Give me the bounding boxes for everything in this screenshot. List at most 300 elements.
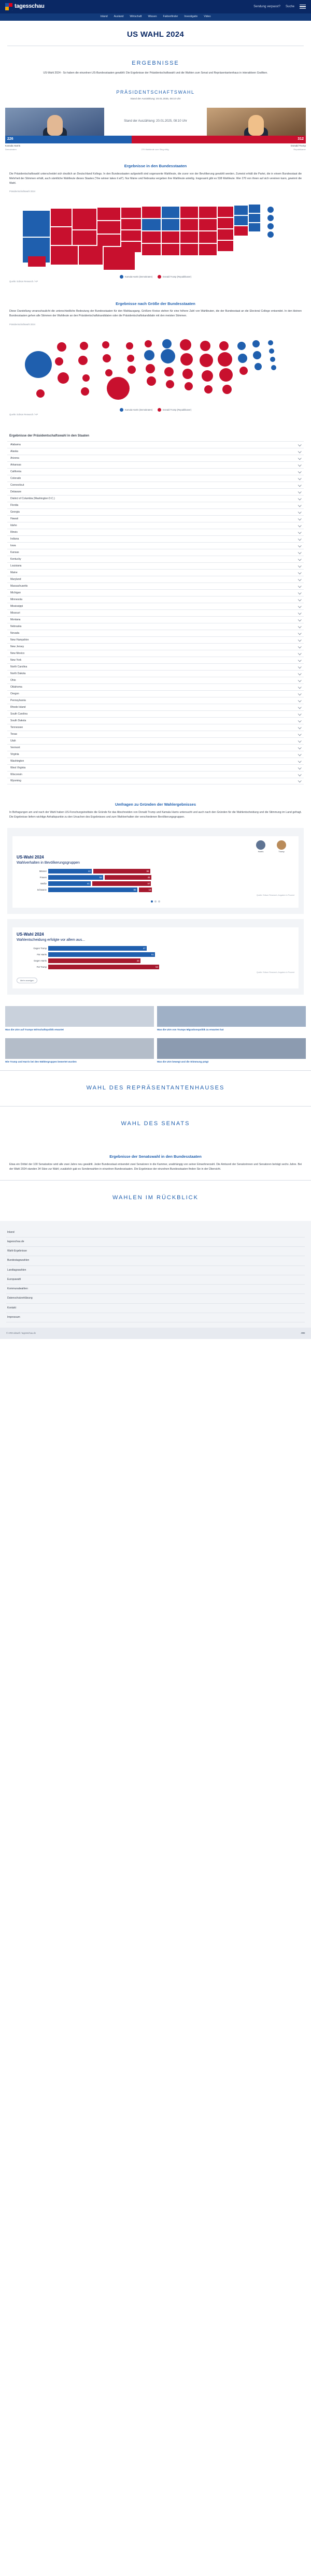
state-row[interactable] bbox=[7, 508, 304, 515]
chevron-down-icon bbox=[298, 490, 302, 493]
legend-blue-swatch-icon bbox=[120, 275, 123, 279]
chart-bar bbox=[48, 952, 155, 957]
state-label: Massachusetts bbox=[10, 584, 28, 588]
state-label: Nebraska bbox=[10, 624, 22, 628]
teaser-3-text[interactable]: Wie Trump und Harris bei den Wählergruppen bewertet wurden bbox=[5, 1060, 77, 1064]
state-row[interactable] bbox=[7, 515, 304, 522]
chevron-down-icon bbox=[298, 685, 302, 689]
chart-bar-track bbox=[48, 958, 294, 963]
state-row[interactable] bbox=[7, 475, 304, 482]
chart-bar-value: 41 bbox=[87, 882, 90, 885]
chevron-down-icon bbox=[298, 651, 302, 655]
chart-bar-label: Gegen Trump bbox=[33, 947, 47, 950]
chevron-down-icon bbox=[298, 530, 302, 534]
state-label: Hawaii bbox=[10, 517, 19, 520]
results-heading: ERGEBNISSE bbox=[132, 60, 179, 66]
chevron-down-icon bbox=[298, 523, 302, 527]
state-row[interactable] bbox=[7, 596, 304, 603]
state-label: Texas bbox=[10, 732, 18, 736]
bubble-legend-harris-label: Kamala Harris (Demokraten) bbox=[124, 408, 153, 411]
nav-item-wissen[interactable]: Wissen bbox=[148, 15, 157, 19]
menu-icon[interactable] bbox=[300, 5, 306, 9]
presidential-meta: Stand der Auszählung: 20.01.2025, 08:10 Uhr bbox=[130, 97, 181, 100]
chart-bar-row bbox=[17, 881, 294, 886]
nav-item-ausland[interactable]: Ausland bbox=[114, 15, 124, 19]
state-label: Arkansas bbox=[10, 463, 21, 467]
missed-broadcast-link[interactable]: Sendung verpasst? bbox=[253, 5, 280, 8]
state-label: South Dakota bbox=[10, 719, 26, 722]
legend-harris-label: Kamala Harris (Demokraten) bbox=[124, 275, 153, 278]
chevron-down-icon bbox=[298, 705, 302, 709]
state-row[interactable] bbox=[7, 589, 304, 596]
state-row[interactable] bbox=[7, 562, 304, 569]
chevron-down-icon bbox=[298, 456, 302, 460]
state-row[interactable] bbox=[7, 455, 304, 461]
state-row[interactable] bbox=[7, 663, 304, 670]
state-label: Montana bbox=[10, 618, 21, 621]
nav-item-video[interactable]: Video bbox=[204, 15, 211, 19]
states-accordion-section bbox=[0, 421, 311, 790]
chart-bar-track bbox=[48, 965, 294, 969]
chevron-down-icon bbox=[298, 739, 302, 743]
chart-bar-label: Für Trump bbox=[36, 965, 47, 968]
chevron-down-icon bbox=[298, 497, 302, 500]
state-label: Vermont bbox=[10, 746, 20, 749]
state-row[interactable] bbox=[7, 461, 304, 468]
state-row[interactable] bbox=[7, 683, 304, 690]
teaser-2[interactable] bbox=[157, 1006, 306, 1032]
chart-bar-label: Frauen bbox=[39, 876, 47, 879]
state-map-body: Die Präsidentschaftswahl unterscheidet sich deutlich an Deutschland Kollegs. In den Bundesstaaten aufgestellt sind sogenannte Wahlleute, die zuvor von der Bevölkerung gewählt werden. Zumeist erhält die Partei, die in einem Bundesstaat die Mehrheit der Stimmen erhält, auch sämtliche Wahlleute dieses Staates ("the winner takes it all"). Nur Maine und Nebraska vergeben ihre Wahlleute anteilig. Insgesamt gibt es 538 Wahlleute. Wer 270 von ihnen auf sich vereinen kann, gewinnt die Wahl. bbox=[9, 172, 302, 185]
us-bubble-svg[interactable] bbox=[7, 328, 298, 406]
state-label: Alabama bbox=[10, 443, 21, 446]
state-row[interactable] bbox=[7, 616, 304, 623]
footer-link[interactable]: Kommunalwahlen bbox=[6, 1285, 305, 1294]
retro-heading: WAHLEN IM RÜCKBLICK bbox=[112, 1194, 199, 1201]
state-row[interactable] bbox=[7, 657, 304, 663]
pagination-dot-2[interactable] bbox=[154, 900, 157, 903]
state-label: Idaho bbox=[10, 523, 17, 527]
state-label: North Dakota bbox=[10, 672, 26, 675]
chevron-down-icon bbox=[298, 443, 302, 446]
state-label: Missouri bbox=[10, 611, 20, 615]
trump-photo bbox=[207, 108, 306, 136]
legend-trump-label: Donald Trump (Republikaner) bbox=[163, 275, 192, 278]
chevron-down-icon bbox=[298, 611, 302, 615]
chart-bar bbox=[48, 958, 140, 963]
chart-bar-track bbox=[48, 946, 294, 951]
nav-item-investigativ[interactable]: Investigativ bbox=[184, 15, 198, 19]
chart-bar-value: 51 bbox=[151, 953, 154, 956]
legend-harris bbox=[120, 275, 152, 279]
chart-bar-value: 86 bbox=[133, 888, 136, 891]
state-row[interactable] bbox=[7, 751, 304, 758]
harris-name: Kamala Harris bbox=[5, 144, 21, 147]
chevron-down-icon bbox=[298, 591, 302, 594]
survey1-bars bbox=[17, 869, 294, 892]
teaser-row-2 bbox=[0, 1038, 311, 1070]
footer-link[interactable]: tagesschau.de bbox=[6, 1238, 305, 1247]
candidate-harris bbox=[5, 108, 104, 136]
footer-link[interactable]: Inland bbox=[6, 1228, 305, 1238]
chart-bar-row bbox=[17, 875, 294, 880]
state-label: North Carolina bbox=[10, 665, 27, 668]
state-row[interactable] bbox=[7, 623, 304, 630]
chart-bar-row bbox=[17, 946, 294, 951]
teaser-1-text[interactable]: Was die USA auf Trumps Wirtschaftspolitik erwartet bbox=[5, 1028, 64, 1031]
chevron-down-icon bbox=[298, 638, 302, 642]
state-row[interactable] bbox=[7, 710, 304, 717]
state-label: Kentucky bbox=[10, 557, 21, 561]
state-label: Nevada bbox=[10, 631, 20, 635]
bubble-legend-harris bbox=[120, 408, 152, 412]
state-label: Louisiana bbox=[10, 564, 22, 567]
chevron-down-icon bbox=[298, 544, 302, 547]
chevron-down-icon bbox=[298, 732, 302, 736]
legend-red-swatch-icon bbox=[158, 408, 161, 412]
state-row[interactable] bbox=[7, 697, 304, 704]
state-row[interactable] bbox=[7, 529, 304, 535]
state-row[interactable] bbox=[7, 778, 304, 784]
survey1-title: US-Wahl 2024 bbox=[17, 854, 44, 860]
results-section bbox=[0, 46, 311, 84]
candidate-trump bbox=[207, 108, 306, 136]
survey-card-1 bbox=[7, 828, 304, 914]
search-icon[interactable]: Suche bbox=[285, 5, 294, 8]
us-map-svg[interactable] bbox=[7, 195, 298, 273]
nav-item-faktenfinder[interactable]: Faktenfinder bbox=[163, 15, 178, 19]
state-row[interactable] bbox=[7, 771, 304, 778]
state-row[interactable] bbox=[7, 643, 304, 650]
footer-link[interactable]: Landtagswahlen bbox=[6, 1266, 305, 1275]
legend-trump bbox=[158, 275, 191, 279]
state-row[interactable] bbox=[7, 670, 304, 677]
state-label: South Carolina bbox=[10, 712, 28, 716]
trump-avatar bbox=[277, 840, 286, 850]
us-choropleth-map[interactable] bbox=[7, 195, 304, 273]
footer-bottom bbox=[0, 1328, 311, 1339]
brand-logo[interactable] bbox=[5, 3, 45, 11]
trump-party: Republikaner bbox=[293, 148, 306, 151]
bubble-legend-trump bbox=[158, 408, 191, 412]
state-label: Washington bbox=[10, 759, 24, 763]
state-label: West Virginia bbox=[10, 766, 26, 769]
chevron-down-icon bbox=[298, 584, 302, 588]
chevron-down-icon bbox=[298, 658, 302, 662]
footer-link[interactable]: Europawahl bbox=[6, 1275, 305, 1285]
state-label: New Mexico bbox=[10, 651, 25, 655]
footer bbox=[0, 1221, 311, 1328]
state-row[interactable] bbox=[7, 717, 304, 724]
teaser-4-image bbox=[157, 1038, 306, 1059]
chevron-down-icon bbox=[298, 631, 302, 635]
chart-bar bbox=[48, 946, 147, 951]
chart-bar-row bbox=[17, 965, 294, 969]
state-row[interactable] bbox=[7, 488, 304, 495]
states-list bbox=[7, 441, 304, 784]
copyright-text: © ARD-aktuell / tagesschau.de bbox=[6, 1332, 36, 1334]
teaser-1-image bbox=[5, 1006, 154, 1027]
senate-states-title: Ergebnisse der Senatswahl in den Bundesstaaten bbox=[109, 1154, 202, 1159]
survey2-bars bbox=[17, 946, 294, 969]
state-row[interactable] bbox=[7, 535, 304, 542]
chart-bar-label: Für Harris bbox=[37, 953, 47, 956]
chevron-down-icon bbox=[298, 510, 302, 514]
footer-links bbox=[6, 1228, 305, 1323]
bubble-map-section bbox=[0, 289, 311, 422]
state-label: Georgia bbox=[10, 510, 20, 514]
state-row[interactable] bbox=[7, 704, 304, 710]
map-legend bbox=[7, 273, 304, 279]
state-label: Virginia bbox=[10, 752, 19, 756]
surveys-heading: Umfragen zu Gründen der Wahlergebnisses bbox=[115, 802, 196, 807]
trump-head-label: Trump bbox=[278, 850, 285, 853]
chart-bar-harris bbox=[48, 881, 91, 886]
chart-bar-value: 42 bbox=[88, 869, 91, 872]
footer-link[interactable]: Datenschutzerklärung bbox=[6, 1294, 305, 1303]
electoral-bar-trump: 312 bbox=[132, 136, 306, 143]
chevron-down-icon bbox=[298, 678, 302, 682]
candidate-duel bbox=[0, 106, 311, 136]
chevron-down-icon bbox=[298, 550, 302, 554]
teaser-1[interactable] bbox=[5, 1006, 154, 1032]
chart-bar-harris bbox=[48, 869, 92, 874]
chevron-down-icon bbox=[298, 463, 302, 467]
chevron-down-icon bbox=[298, 725, 302, 729]
chart-bar-track bbox=[48, 887, 294, 892]
ard-logo-icon bbox=[5, 3, 12, 10]
teaser-3[interactable] bbox=[5, 1038, 154, 1064]
senate-states-section bbox=[0, 1142, 311, 1180]
state-label: Oklahoma bbox=[10, 685, 22, 689]
state-row[interactable] bbox=[7, 576, 304, 583]
nav-item-wirtschaft[interactable]: Wirtschaft bbox=[130, 15, 142, 19]
state-row[interactable] bbox=[7, 690, 304, 697]
states-accordion-title: Ergebnisse der Präsidentschaftswahl in den Staaten bbox=[9, 434, 90, 438]
chevron-down-icon bbox=[298, 476, 302, 480]
chart-bar-trump bbox=[92, 881, 151, 886]
state-row[interactable] bbox=[7, 482, 304, 488]
chart-bar-track bbox=[48, 881, 294, 886]
state-label: Maryland bbox=[10, 577, 21, 581]
state-row[interactable] bbox=[7, 677, 304, 683]
electoral-bar-harris: 226 bbox=[5, 136, 132, 143]
chevron-down-icon bbox=[298, 645, 302, 648]
state-label: New Hampshire bbox=[10, 638, 29, 642]
harris-photo bbox=[5, 108, 104, 136]
harris-head-label: Harris bbox=[258, 850, 264, 853]
chart-bar-value: 57 bbox=[147, 882, 150, 885]
bubble-map-body: Diese Darstellung veranschaulicht die unterschiedliche Bedeutung der Bundesstaaten für den Wahlausgang. Größere Kreise stehen für eine höhere Zahl von Wahlleuten, die der Bundesstaat an die Electoral College entsendet. In den kleinen Bundesstaaten gehen alle Stimmen der Wahlleute an den Präsidentschaftskandidaten oder die Präsidentschaftskandidatin mit den meisten Stimmen. bbox=[9, 310, 302, 318]
chart-bar-harris bbox=[48, 875, 103, 880]
chart-bar-value: 13 bbox=[148, 888, 151, 891]
state-row[interactable] bbox=[7, 650, 304, 657]
state-row[interactable] bbox=[7, 495, 304, 502]
state-row[interactable] bbox=[7, 764, 304, 771]
house-heading: WAHL DES REPRÄSENTANTENHAUSES bbox=[86, 1085, 225, 1091]
chart-bar-value: 45 bbox=[147, 876, 150, 879]
state-row[interactable] bbox=[7, 569, 304, 576]
teaser-4-text[interactable]: Was die USA bewegt und die Stimmung prägt bbox=[157, 1060, 209, 1064]
presidential-heading: PRÄSIDENTSCHAFTSWAHL bbox=[116, 89, 195, 95]
harris-avatar bbox=[256, 840, 265, 850]
chart-bar-label: Weiße bbox=[40, 882, 47, 885]
state-label: Arizona bbox=[10, 456, 19, 460]
state-label: Iowa bbox=[10, 544, 16, 547]
chevron-down-icon bbox=[298, 752, 302, 756]
state-label: New Jersey bbox=[10, 645, 24, 648]
state-row[interactable] bbox=[7, 583, 304, 589]
show-more-button[interactable]: Mehr anzeigen bbox=[17, 978, 37, 984]
bubble-legend-trump-label: Donald Trump (Republikaner) bbox=[163, 408, 192, 411]
state-row[interactable] bbox=[7, 609, 304, 616]
page-title: US WAHL 2024 bbox=[126, 30, 185, 39]
state-row[interactable] bbox=[7, 542, 304, 549]
state-map-title: Ergebnisse in den Bundesstaaten bbox=[124, 163, 187, 168]
trump-name: Donald Trump bbox=[291, 144, 306, 147]
chevron-down-icon bbox=[298, 759, 302, 763]
chart-bar-value: 47 bbox=[143, 947, 146, 950]
chevron-down-icon bbox=[298, 719, 302, 722]
survey2-source: Quelle: Edison Research, Angaben in Prozent bbox=[256, 971, 294, 974]
harris-party: Demokraten bbox=[5, 148, 17, 151]
state-label: Minnesota bbox=[10, 598, 23, 601]
chevron-down-icon bbox=[298, 598, 302, 601]
state-label: Illinois bbox=[10, 530, 18, 534]
survey-card-2 bbox=[7, 919, 304, 995]
chevron-down-icon bbox=[298, 692, 302, 695]
state-row[interactable] bbox=[7, 636, 304, 643]
retro-section bbox=[0, 1180, 311, 1216]
state-row[interactable] bbox=[7, 556, 304, 562]
state-row[interactable] bbox=[7, 549, 304, 556]
pagination-dot-3[interactable] bbox=[158, 900, 160, 903]
state-row[interactable] bbox=[7, 603, 304, 609]
map-source: Quelle: Edison Research / AP bbox=[9, 280, 38, 283]
state-row[interactable] bbox=[7, 737, 304, 744]
top-bar bbox=[0, 0, 311, 13]
chart-bar bbox=[48, 965, 159, 969]
chart-bar-label: Männer bbox=[39, 869, 47, 872]
chart-bar-row bbox=[17, 952, 294, 957]
state-row[interactable] bbox=[7, 731, 304, 737]
candidate-names bbox=[5, 144, 306, 148]
state-row[interactable] bbox=[7, 448, 304, 455]
state-row[interactable] bbox=[7, 468, 304, 475]
electors-note: 270 Wahlleute zum Sieg nötig bbox=[141, 148, 169, 151]
chevron-down-icon bbox=[298, 698, 302, 702]
pagination-dot-1[interactable] bbox=[151, 900, 153, 903]
teaser-2-text[interactable]: Was die USA von Trumps Migrationspolitik zu erwarten hat bbox=[157, 1028, 224, 1031]
surveys-intro: In Befragungen am und nach der Wahl haben US-Forschungsinstitute die Gründe für das Abschneiden von Donald Trump und Kamala Harris untersucht und auch nach den Gründen für die Wahlentscheidung und die Stimmung im Land gefragt. Die Ergebnisse liefern wichtige Anhaltspunkte zu den Ursachen des Ergebnisses und zum Wahlverhalten der verschiedenen Bevölkerungsgruppen. bbox=[9, 811, 302, 819]
chevron-down-icon bbox=[298, 483, 302, 487]
state-label: California bbox=[10, 470, 22, 473]
state-row[interactable] bbox=[7, 441, 304, 448]
chart-bar-row bbox=[17, 869, 294, 874]
survey1-source: Quelle: Edison Research, Angaben in Prozent bbox=[256, 894, 294, 897]
state-label: Wyoming bbox=[10, 779, 21, 783]
bubble-chart-label: Präsidentschaftswahl 2024 bbox=[9, 323, 36, 326]
state-label: Delaware bbox=[10, 490, 22, 493]
state-row[interactable] bbox=[7, 522, 304, 529]
chevron-down-icon bbox=[298, 746, 302, 749]
chevron-down-icon bbox=[298, 577, 302, 581]
chart-bar-value: 53 bbox=[156, 965, 158, 968]
state-label: Alaska bbox=[10, 449, 19, 453]
senate-states-body: Etwa ein Drittel der 100 Senatssitze wird alle zwei Jahre neu gewählt. Jeder Bundesstaat entsendet zwei Senatoren in die Kammer, unabhängig von seiner Einwohnerzahl. Die Amtszeit der Senatorinnen und Senatoren beträgt sechs Jahre. Bei der Wahl 2024 standen 34 Sitze zur Wahl; zusätzlich gab es Sonderwahlen in einzelnen Bundesstaaten. Die Ergebnisse der einzelnen Bundesstaaten finden Sie in der Übersicht. bbox=[9, 1162, 302, 1171]
chart-bar-value: 55 bbox=[146, 869, 149, 872]
survey2-subtitle: Wahlentscheidung erfolgte vor allem aus... bbox=[17, 938, 86, 942]
state-label: Tennessee bbox=[10, 725, 23, 729]
chevron-down-icon bbox=[298, 618, 302, 621]
state-row[interactable] bbox=[7, 758, 304, 764]
chevron-down-icon bbox=[298, 604, 302, 608]
state-label: Maine bbox=[10, 571, 18, 574]
chart-bar-row bbox=[17, 887, 294, 892]
brand-name: tagesschau bbox=[15, 3, 45, 10]
footer-link[interactable]: Bundestagswahlen bbox=[6, 1256, 305, 1265]
state-label: Oregon bbox=[10, 692, 19, 695]
state-label: District of Columbia (Washington D.C.) bbox=[10, 497, 55, 500]
chevron-down-icon bbox=[298, 624, 302, 628]
state-row[interactable] bbox=[7, 630, 304, 636]
ard-logo-footer-icon: ARD bbox=[301, 1332, 305, 1334]
state-row[interactable] bbox=[7, 744, 304, 751]
bubble-map-title: Ergebnisse nach Größe der Bundesstaaten bbox=[116, 301, 195, 306]
teaser-2-image bbox=[157, 1006, 306, 1027]
chevron-down-icon bbox=[298, 537, 302, 541]
footer-link[interactable]: Kontakt bbox=[6, 1304, 305, 1313]
survey1-subtitle: Wahlverhalten in Bevölkerungsgruppen bbox=[17, 861, 80, 865]
state-label: Michigan bbox=[10, 591, 21, 594]
chevron-down-icon bbox=[298, 672, 302, 675]
nav-item-inland[interactable]: Inland bbox=[100, 15, 108, 19]
duel-vs-label: Stand der Auszählung: 20.01.2025, 08:10 Uhr bbox=[124, 120, 187, 123]
chevron-down-icon bbox=[298, 773, 302, 776]
results-intro: US-Wahl 2024 - So haben die einzelnen US-Bundesstaaten gewählt: Die Ergebnisse der Präsidentschaftswahl und die Wahlen zum Senat und Repräsentantenhaus in interaktiven Grafiken. bbox=[43, 71, 268, 75]
state-row[interactable] bbox=[7, 502, 304, 508]
survey-head-trump bbox=[277, 840, 286, 853]
chart-bar-label: Gegen Harris bbox=[34, 959, 47, 962]
state-label: Mississippi bbox=[10, 604, 23, 608]
survey1-pagination[interactable] bbox=[17, 897, 294, 903]
duel-middle bbox=[104, 108, 206, 136]
state-row[interactable] bbox=[7, 724, 304, 731]
chart-bar-row bbox=[17, 958, 294, 963]
us-bubble-map[interactable] bbox=[7, 328, 304, 406]
electoral-bar bbox=[5, 136, 306, 143]
chart-bar-value: 53 bbox=[99, 876, 102, 879]
presidential-section bbox=[0, 84, 311, 151]
chevron-down-icon bbox=[298, 571, 302, 574]
surveys-section bbox=[0, 790, 311, 1000]
chart-bar-value: 44 bbox=[136, 959, 139, 962]
chart-bar-track bbox=[48, 952, 294, 957]
chevron-down-icon bbox=[298, 564, 302, 567]
teaser-4[interactable] bbox=[157, 1038, 306, 1064]
state-label: Florida bbox=[10, 503, 19, 507]
chart-bar-label: Schwarze bbox=[37, 888, 47, 891]
footer-link[interactable]: Wahl-Ergebnisse bbox=[6, 1247, 305, 1256]
chevron-down-icon bbox=[298, 470, 302, 473]
chevron-down-icon bbox=[298, 712, 302, 716]
footer-link[interactable]: Impressum bbox=[6, 1313, 305, 1322]
state-map-chart-label: Präsidentschaftswahl 2024 bbox=[9, 190, 36, 193]
state-label: Utah bbox=[10, 739, 16, 743]
state-label: Kansas bbox=[10, 550, 19, 554]
chart-bar-trump bbox=[139, 887, 152, 892]
chevron-down-icon bbox=[298, 503, 302, 507]
